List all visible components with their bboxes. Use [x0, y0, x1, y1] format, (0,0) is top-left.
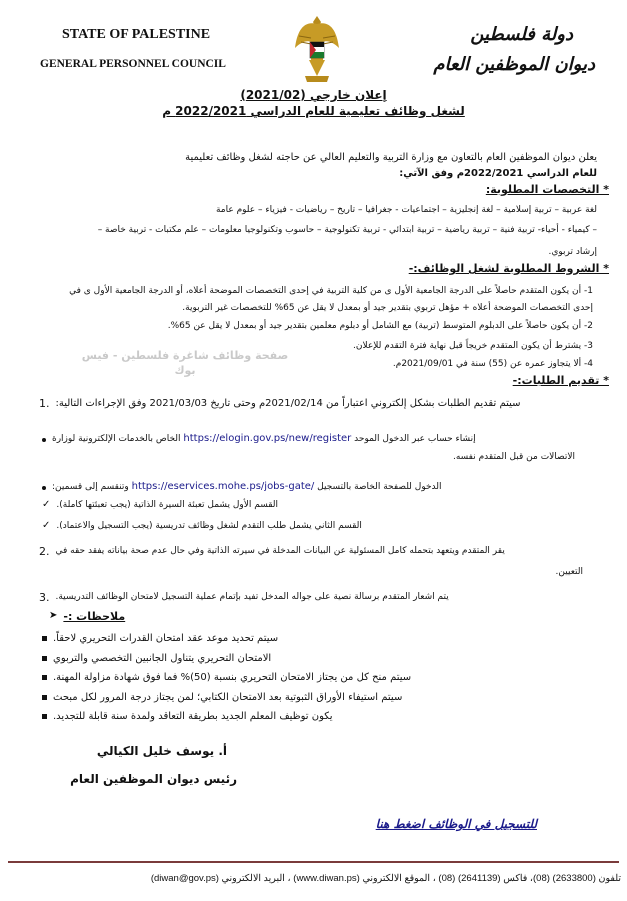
- application-step-2: [39, 545, 599, 559]
- checkmark-icon: ✓: [42, 520, 51, 531]
- sub-step-account-line-2: الاتصالات من قبل المتقدم نفسه.: [452, 452, 575, 462]
- application-step-3: [39, 591, 599, 605]
- application-step-1: [39, 397, 599, 411]
- sub-step-account: [42, 433, 587, 463]
- intro-line-2: للعام الدراسي 2022/2021م وفق الآتي:: [399, 168, 597, 179]
- note-3-text: سيتم منح كل من يجتاز الامتحان التحريري بنسبة (50)% فما فوق شهادة مزاولة المهنة.: [53, 672, 412, 683]
- check-item-2-text: القسم الثاني يشمل طلب التقدم لشغل وظائف تدريسية (يجب التسجيل والاعتماد).: [56, 521, 362, 531]
- register-jobs-link[interactable]: للتسجيل في الوظائف اضغط هنا: [375, 817, 537, 831]
- applications-heading: * تقديم الطلبات:-: [512, 374, 609, 387]
- note-1-text: سيتم تحديد موعد عقد امتحان القدرات التحريري لاحقاً.: [53, 633, 279, 644]
- check-item-2: [42, 520, 587, 532]
- header-state-en: STATE OF PALESTINE: [62, 27, 211, 42]
- intro-line-1: يعلن ديوان الموظفين العام بالتعاون مع وزارة التربية والتعليم العالي عن حاجته لشغل وظائف تعليمية: [185, 152, 597, 163]
- announcement-subtitle: لشغل وظائف تعليمية للعام الدراسي 2022/2021 م: [162, 104, 465, 118]
- header-state-ar: دولة فلسطين: [470, 24, 573, 45]
- note-2-text: الامتحان التحريري يتناول الجانبين التخصصي والتربوي: [53, 653, 272, 664]
- note-4-text: سيتم استيفاء الأوراق الثبوتية بعد الامتحان الكتابي؛ لمن يجتاز درجة المرور لكل مبحث: [53, 692, 403, 703]
- header-council-en: GENERAL PERSONNEL COUNCIL: [40, 58, 226, 70]
- bullet-icon: [42, 656, 47, 661]
- note-5-text: يكون توظيف المعلم الجديد بطريقة التعاقد ولمدة سنة قابلة للتجديد.: [53, 711, 333, 722]
- condition-3: 3- يشترط أن يكون المتقدم خريجاً قبل نهاية فترة التقدم للإعلان.: [353, 341, 593, 351]
- eagle-emblem-icon: [293, 12, 341, 86]
- sub-step-account-pre: إنشاء حساب عبر الدخول الموحد: [354, 434, 476, 444]
- signature-name: أ. يوسف خليل الكيالي: [96, 744, 227, 758]
- elogin-register-link[interactable]: https://elogin.gov.ps/new/register: [183, 433, 352, 444]
- specializations-line-3: إرشاد تربوي.: [548, 247, 597, 257]
- step-3-text: يتم اشعار المتقدم برسالة نصية على جواله المدخل تفيد بإتمام عملية التسجيل لامتحان الوظائف التدريسية.: [55, 592, 449, 602]
- specializations-heading: * التخصصات المطلوبة:: [485, 183, 609, 196]
- arrow-right-icon: ➤: [49, 610, 58, 621]
- conditions-heading: * الشروط المطلوبة لشغل الوظائف:-: [408, 262, 609, 275]
- checkmark-icon: ✓: [42, 499, 51, 510]
- specializations-line-2: – كيمياء - أحياء- تربية فنية – تربية رياضية – تربية ابتدائي - تربية تكنولوجية – حاسوب وتكنولوجيا معلومات – علم مكتبات - تربية خاصة –: [97, 225, 597, 235]
- bullet-icon: [42, 695, 47, 700]
- condition-1-line-1: 1- أن يكون المتقدم حاصلاً على الدرجة الجامعية الأول ى من كلية التربية في إحدى التخصصات الموضحة أعلاه، أو الدرجة الجامعية الأول ى في: [69, 286, 593, 296]
- notes-heading-row: [49, 610, 609, 624]
- sub-step-registration-pre: الدخول للصفحة الخاصة بالتسجيل: [317, 482, 442, 492]
- sub-step-registration: [42, 481, 587, 493]
- note-item-1: [42, 632, 587, 645]
- bullet-icon: [42, 636, 47, 641]
- note-item-2: [42, 652, 587, 665]
- header-council-ar: ديوان الموظفين العام: [433, 54, 595, 75]
- condition-1-line-2: إحدى التخصصات الموضحة أعلاه + مؤهل تربوي بتقدير جيد أو بمعدل لا يقل عن 65% للتخصصات غير التربوية.: [182, 303, 593, 313]
- step-2-line-2: التعيين.: [555, 567, 583, 577]
- step-1-text: سيتم تقديم الطلبات بشكل إلكتروني اعتباراً من 2021/02/14م وحتى تاريخ 2021/03/03 وفق الإجراءات التالية:: [55, 398, 521, 409]
- note-item-5: [42, 710, 587, 723]
- signature-title: رئيس ديوان الموظفين العام: [70, 772, 237, 786]
- note-item-4: [42, 691, 587, 704]
- footer-contact: تلفون (2633800) (08)، فاكس (2641139) (08) ، الموقع الالكتروني (www.diwan.ps) ، البريد الالكتروني (diwan@gov.ps): [150, 873, 621, 884]
- bullet-icon: [42, 486, 46, 490]
- condition-2: 2- أن يكون حاصلاً على الدبلوم المتوسط (تربية) مع الشامل أو دبلوم معلمين بتقدير جيد أو بمعدل لا يقل عن 65%.: [167, 321, 593, 331]
- watermark-line-1: صفحة وظائف شاغرة فلسطين - فيس: [81, 349, 289, 362]
- condition-4: 4- ألا يتجاوز عمره عن (55) سنة في 2021/09/01م.: [392, 359, 593, 369]
- footer-rule: [8, 861, 619, 863]
- watermark-line-2: بوك: [174, 364, 196, 377]
- step-number-3: .3: [39, 591, 50, 604]
- check-item-1: [42, 499, 587, 511]
- bullet-icon: [42, 675, 47, 680]
- sub-step-account-post: الخاص بالخدمات الإلكترونية لوزارة: [52, 434, 181, 444]
- notes-heading: ملاحظات :-: [63, 610, 126, 623]
- bullet-icon: [42, 714, 47, 719]
- bullet-icon: [42, 438, 46, 442]
- step-number-2: .2: [39, 545, 50, 558]
- sub-step-registration-post: وتنقسم إلى قسمين:: [52, 482, 129, 492]
- announcement-title: إعلان خارجي (2021/02): [240, 88, 387, 102]
- specializations-line-1: لغة عربية – تربية إسلامية – لغة إنجليزية – اجتماعيات - جغرافيا – تاريخ – رياضيات - فيزياء – علوم عامة: [215, 205, 597, 215]
- step-number-1: .1: [39, 397, 50, 410]
- eservices-jobs-gate-link[interactable]: https://eservices.mohe.ps/jobs-gate/: [131, 481, 315, 492]
- check-item-1-text: القسم الأول يشمل تعبئة السيرة الذاتية (يجب تعبئتها كاملة).: [56, 500, 279, 510]
- note-item-3: [42, 671, 587, 684]
- step-2-text: يقر المتقدم ويتعهد بتحمله كامل المسئولية عن البيانات المدخلة في سيرته الذاتية وفي حال عدم صحة بياناته يفقد حقه في: [55, 546, 505, 556]
